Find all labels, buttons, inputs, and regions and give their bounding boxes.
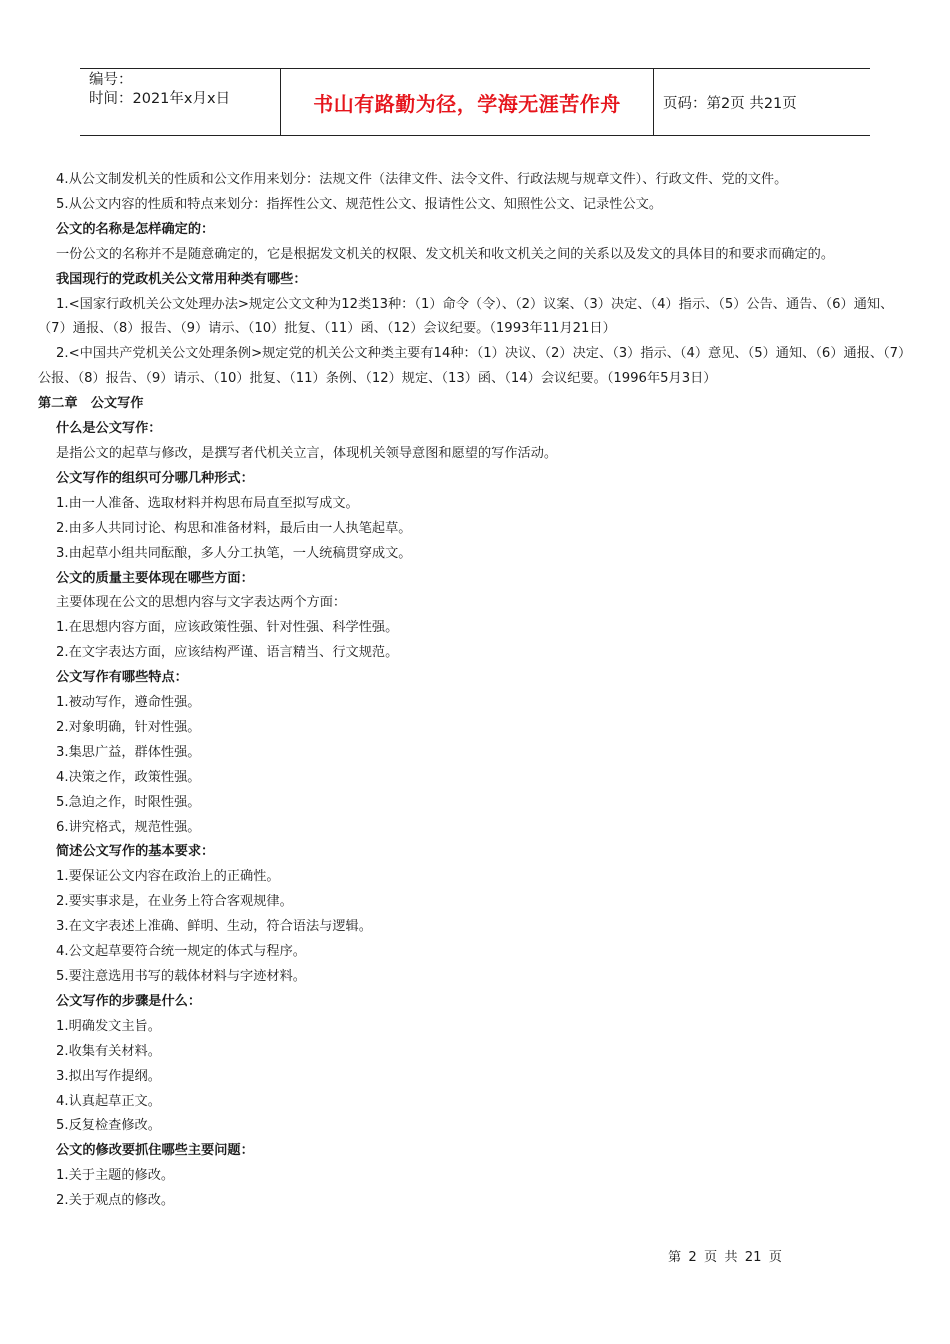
question-heading: 公文写作有哪些特点：: [56, 670, 188, 686]
list-item: 4.决策之作，政策性强。: [56, 769, 201, 785]
document-number-label: 编号：: [89, 72, 133, 88]
header-motto: 书山有路勤为径，学海无涯苦作舟: [281, 69, 654, 135]
document-date-label: 时间：2021年x月x日: [89, 91, 231, 107]
list-item: 1.被动写作，遵命性强。: [56, 695, 201, 711]
list-item: 3.集思广益，群体性强。: [56, 744, 201, 760]
document-body: [38, 168, 908, 1214]
question-heading: 我国现行的党政机关公文常用种类有哪些：: [56, 271, 307, 287]
question-heading: 简述公文写作的基本要求：: [56, 844, 215, 860]
list-item: 3.由起草小组共同酝酿，多人分工执笔，一人统稿贯穿成文。: [56, 545, 412, 561]
body-line: 4.从公文制发机关的性质和公文作用来划分：法规文件（法律文件、法令文件、行政法规与规章文件）、行政文件、党的文件。: [56, 172, 788, 187]
question-heading: 公文写作的组织可分哪几种形式：: [56, 470, 254, 486]
header-meta: [80, 69, 281, 135]
body-line: 是指公文的起草与修改，是撰写者代机关立言，体现机关领导意图和愿望的写作活动。: [56, 445, 558, 461]
list-item: 2.由多人共同讨论、构思和准备材料，最后由一人执笔起草。: [56, 520, 412, 536]
list-item: 2.对象明确，针对性强。: [56, 719, 201, 735]
list-item: 6.讲究格式，规范性强。: [56, 819, 201, 835]
question-heading: 公文写作的步骤是什么：: [56, 993, 202, 1009]
list-item: 2.在文字表达方面，应该结构严谨、语言精当、行文规范。: [56, 645, 399, 661]
list-item: 2.关于观点的修改。: [56, 1193, 175, 1209]
body-line: 主要体现在公文的思想内容与文字表达两个方面：: [56, 595, 347, 611]
body-line: 一份公文的名称并不是随意确定的，它是根据发文机关的权限、发文机关和收文机关之间的关系以及发文的具体目的和要求而确定的。: [56, 246, 835, 262]
header-page-info: 页码：第2页 共21页: [663, 95, 797, 112]
list-item: 1.在思想内容方面，应该政策性强、针对性强、科学性强。: [56, 620, 399, 636]
list-item: 1.由一人准备、选取材料并构思布局直至拟写成文。: [56, 495, 359, 511]
body-line: 5.从公文内容的性质和特点来划分：指挥性公文、规范性公文、报请性公文、知照性公文、记录性公文。: [56, 196, 663, 212]
question-heading: 公文的质量主要体现在哪些方面：: [56, 570, 254, 586]
list-item: 2.要实事求是，在业务上符合客观规律。: [56, 894, 293, 910]
page-footer: 第 2 页 共 21 页: [668, 1250, 782, 1265]
body-paragraph: 2.<中国共产党机关公文处理条例>规定党的机关公文种类主要有14种：（1）决议、（2）决定、（3）指示、（4）意见、（5）通知、（6）通报、（7）公报、（8）报告、（9）请示、（10）批复、（11）条例、（12）规定、（13）函、（14）会议纪要。（1996年5月3日）: [38, 346, 905, 387]
list-item: 1.关于主题的修改。: [56, 1168, 175, 1184]
list-item: 4.公文起草要符合统一规定的体式与程序。: [56, 944, 306, 960]
list-item: 3.拟出写作提纲。: [56, 1068, 161, 1084]
question-heading: 什么是公文写作：: [56, 421, 162, 437]
list-item: 5.急迫之作，时限性强。: [56, 794, 201, 810]
list-item: 5.要注意选用书写的载体材料与字迹材料。: [56, 969, 306, 984]
question-heading: 公文的修改要抓住哪些主要问题：: [56, 1143, 254, 1159]
list-item: 3.在文字表述上准确、鲜明、生动，符合语法与逻辑。: [56, 919, 372, 935]
list-item: 4.认真起草正文。: [56, 1093, 161, 1109]
list-item: 1.要保证公文内容在政治上的正确性。: [56, 869, 280, 885]
list-item: 5.反复检查修改。: [56, 1118, 161, 1134]
question-heading: 公文的名称是怎样确定的：: [56, 221, 215, 237]
list-item: 1.明确发文主旨。: [56, 1018, 161, 1034]
chapter-heading: 第二章 公文写作: [38, 396, 144, 412]
list-item: 2.收集有关材料。: [56, 1043, 161, 1059]
page-header: [80, 68, 870, 136]
body-paragraph: 1.<国家行政机关公文处理办法>规定公文文种为12类13种：（1）命令（令）、（2）议案、（3）决定、（4）指示、（5）公告、通告、（6）通知、（7）通报、（8）报告、（9）请示、（10）批复、（11）函、（12）会议纪要。（1993年11月21日）: [38, 296, 894, 337]
